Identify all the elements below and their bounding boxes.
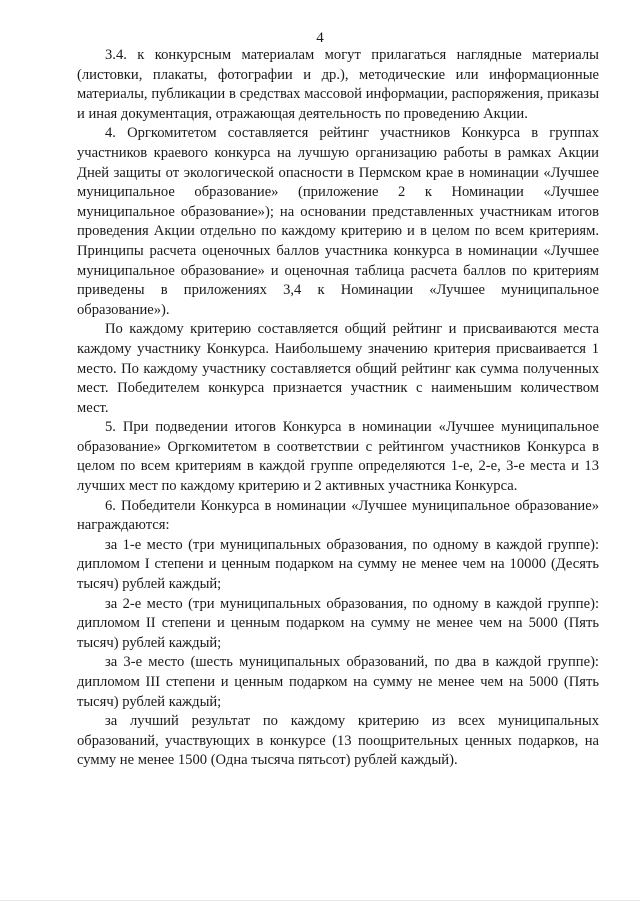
document-body <box>77 46 599 771</box>
paragraph-rating-per-criterion: По каждому критерию составляется общий рейтинг и присваиваются места каждому участнику Конкурса. Наибольшему значению критерия присваивается 1 место. По каждому участнику составляется общий рейтинг как сумма полученных мест. Победителем конкурса признается участник с наименьшим количеством мест. <box>77 321 599 416</box>
paragraph-3-4: 3.4. к конкурсным материалам могут прилагаться наглядные материалы (листовки, плакаты, фотографии и др.), методические или информационные материалы, публикации в средствах массовой информации, распоряжения, приказы и иная документация, отражающая деятельность по проведению Акции. <box>77 47 599 122</box>
paragraph-4-rating: 4. Оргкомитетом составляется рейтинг участников Конкурса в группах участников краевого конкурса на лучшую организацию работы в рамках Акции Дней защиты от экологической опасности в Пермском крае в номинации «Лучшее муниципальное образование» (приложение 2 к Номинации «Лучшее муниципальное образование»); на основании представленных участникам итогов проведения Акции отдельно по каждому критерию и в целом по всем критериям. Принципы расчета оценочных баллов участника конкурса в номинации «Лучшее муниципальное образование» и оценочная таблица расчета баллов по критериям приведены в приложениях 3,4 к Номинации «Лучшее муниципальное образование»). <box>77 125 599 318</box>
paragraph-third-place: за 3-е место (шесть муниципальных образований, по два в каждой группе): дипломом III степени и ценным подарком на сумму не менее чем на 5000 (Пять тысяч) рублей каждый; <box>77 654 599 710</box>
paragraph-best-per-criterion: за лучший результат по каждому критерию из всех муниципальных образований, участвующих в конкурсе (13 поощрительных ценных подарков, на сумму не менее 1500 (Одна тысяча пятьсот) рублей каждый). <box>77 713 599 769</box>
paragraph-5-results: 5. При подведении итогов Конкурса в номинации «Лучшее муниципальное образование» Оргкомитетом в соответствии с рейтингом участников Конкурса в целом по всем критериям в каждой группе определяются 1-е, 2-е, 3-е места и 13 лучших мест по каждому критерию и 2 активных участника Конкурса. <box>77 419 599 495</box>
page-number: 4 <box>316 30 324 46</box>
paragraph-second-place: за 2-е место (три муниципальных образования, по одному в каждой группе): дипломом II степени и ценным подарком на сумму не менее чем на 5000 (Пять тысяч) рублей каждый; <box>77 595 599 651</box>
page-bottom-edge <box>0 900 640 901</box>
paragraph-first-place: за 1-е место (три муниципальных образования, по одному в каждой группе): дипломом I степени и ценным подарком на сумму не менее чем на 10000 (Десять тысяч) рублей каждый; <box>77 536 599 593</box>
paragraph-6-winners: 6. Победители Конкурса в номинации «Лучшее муниципальное образование» награждаются: <box>77 497 599 534</box>
